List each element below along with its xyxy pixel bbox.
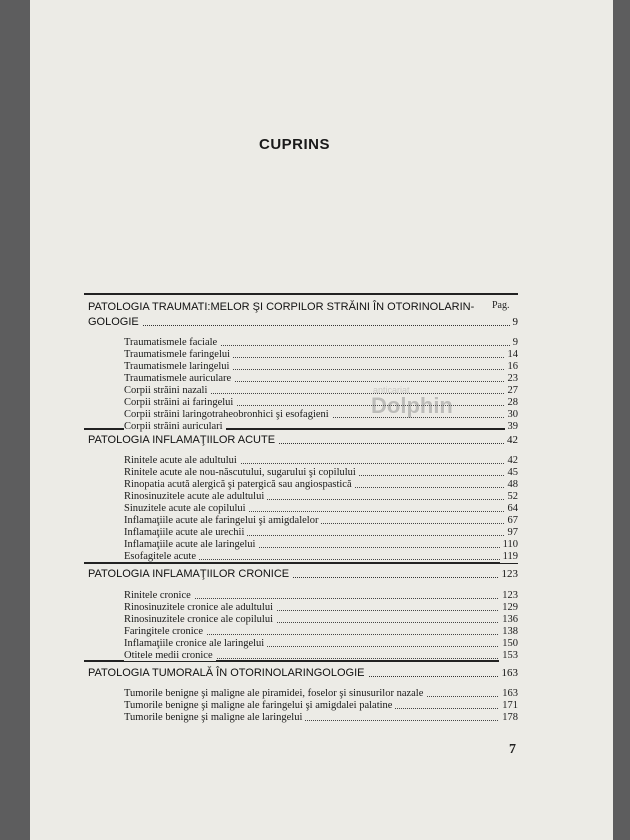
section-page: 163 bbox=[499, 667, 519, 679]
section-rule bbox=[84, 293, 518, 295]
section-title: PATOLOGIA INFLAMAŢIILOR CRONICE bbox=[88, 568, 292, 580]
section-title: PATOLOGIA TRAUMATI:MELOR ŞI CORPILOR STRĂINI ÎN OTORINOLARIN- bbox=[88, 301, 477, 313]
toc-item: Rinosinuzitele cronice ale adultului 129 bbox=[124, 602, 518, 613]
page-title: CUPRINS bbox=[259, 136, 331, 153]
section-title: GOLOGIE bbox=[88, 316, 142, 328]
toc-item: Rinitele acute ale adultului 42 bbox=[124, 455, 518, 466]
toc-item: Rinosinuzitele cronice ale copilului 136 bbox=[124, 614, 518, 625]
toc-item: Corpii străini auriculari 39 bbox=[124, 421, 518, 432]
toc-item: Inflamaţiile acute ale laringelui 110 bbox=[124, 539, 518, 550]
toc-item: Corpii străini ai faringelui 28 bbox=[124, 397, 518, 408]
section-heading bbox=[88, 568, 518, 580]
section-rule bbox=[84, 562, 518, 564]
toc-item: Traumatismele auriculare 23 bbox=[124, 373, 518, 384]
toc-item: Rinosinuzitele acute ale adultului 52 bbox=[124, 491, 518, 502]
toc-item: Corpii străini laringotraheobronhici şi esofagieni 30 bbox=[124, 409, 518, 420]
toc-item: Traumatismele faringelui 14 bbox=[124, 349, 518, 360]
toc-item: Rinitele acute ale nou-născutului, sugarului şi copilului 45 bbox=[124, 467, 518, 478]
toc-item: Tumorile benigne şi maligne ale piramidei, foselor şi sinusurilor nazale 163 bbox=[124, 688, 518, 699]
pag-label: Pag. bbox=[492, 300, 510, 311]
toc-item: Inflamaţiile acute ale urechii 97 bbox=[124, 527, 518, 538]
toc-item: Faringitele cronice 138 bbox=[124, 626, 518, 637]
toc-item: Inflamaţiile acute ale faringelui şi amigdalelor 67 bbox=[124, 515, 518, 526]
section-page: 123 bbox=[499, 568, 519, 580]
toc-item: Tumorile benigne şi maligne ale faringelui şi amigdalei palatine 171 bbox=[124, 700, 518, 711]
toc-item: Corpii străini nazali 27 bbox=[124, 385, 518, 396]
toc-item: Rinopatia acută alergică şi patergică sau angiospastică 48 bbox=[124, 479, 518, 490]
toc-item: Sinuzitele acute ale copilului 64 bbox=[124, 503, 518, 514]
section-heading bbox=[88, 301, 518, 313]
watermark-logo: anticariat Dolphin bbox=[371, 385, 453, 418]
section-title: PATOLOGIA INFLAMAŢIILOR ACUTE bbox=[88, 434, 278, 446]
section-page: 9 bbox=[510, 316, 519, 328]
section-heading bbox=[88, 667, 518, 679]
page-number: 7 bbox=[509, 742, 516, 757]
toc-item: Esofagitele acute 119 bbox=[124, 551, 518, 562]
toc-item: Traumatismele faciale 9 bbox=[124, 337, 518, 348]
section-heading bbox=[88, 434, 518, 446]
section-title: PATOLOGIA TUMORALĂ ÎN OTORINOLARINGOLOGIE bbox=[88, 667, 368, 679]
section-heading-continued bbox=[88, 316, 518, 328]
toc-item: Inflamaţiile cronice ale laringelui 150 bbox=[124, 638, 518, 649]
toc-item: Otitele medii cronice 153 bbox=[124, 650, 518, 661]
toc-item: Tumorile benigne şi maligne ale laringelui 178 bbox=[124, 712, 518, 723]
section-page: 42 bbox=[504, 434, 518, 446]
toc-item: Rinitele cronice 123 bbox=[124, 590, 518, 601]
toc-item: Traumatismele laringelui 16 bbox=[124, 361, 518, 372]
